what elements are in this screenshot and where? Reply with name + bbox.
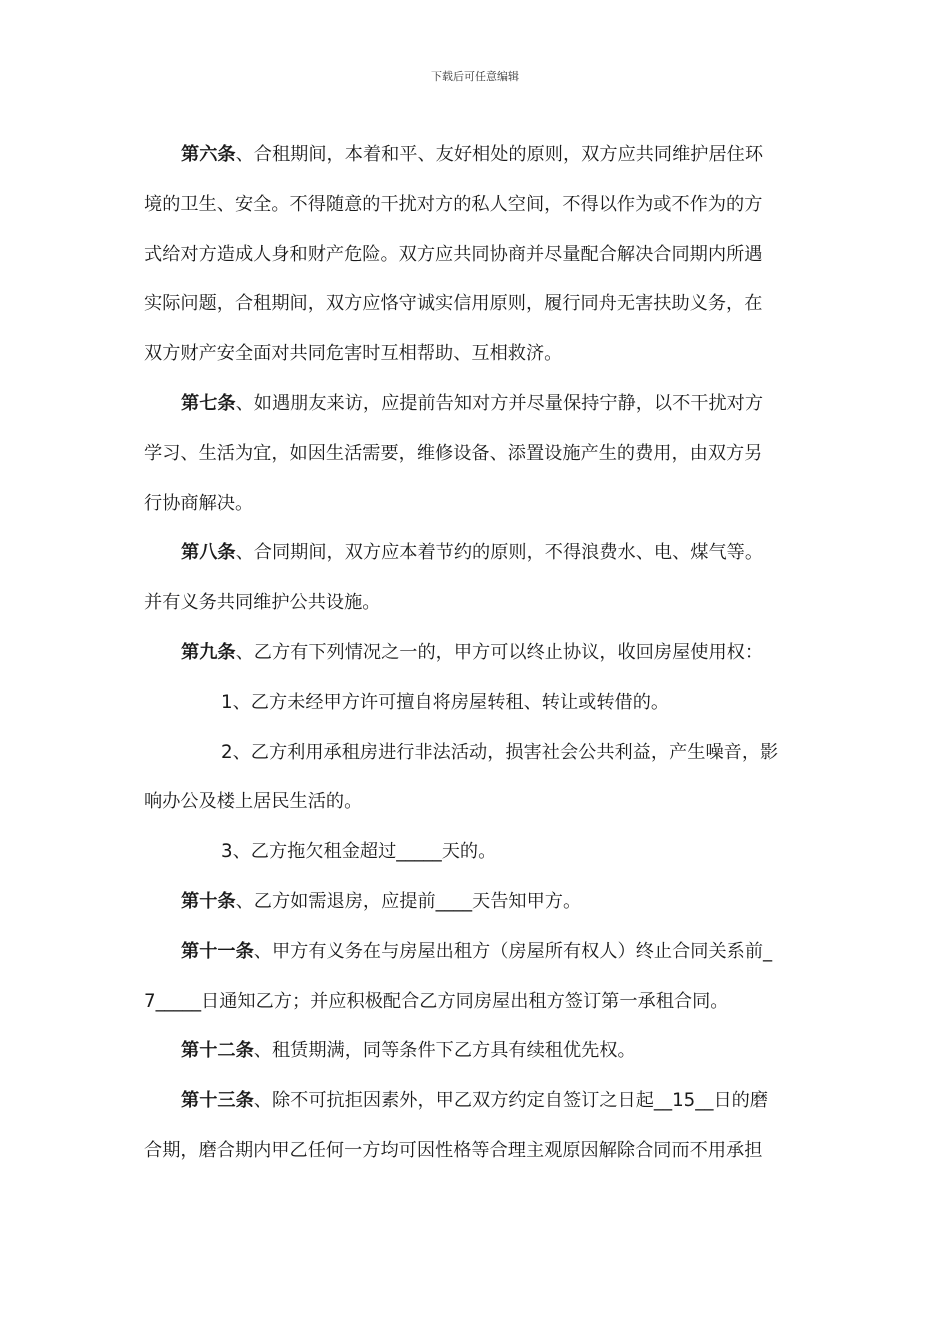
article-11-line-1: 、甲方有义务在与房屋出租方（房屋所有权人）终止合同关系前	[253, 940, 764, 962]
article-9-title: 第九条	[181, 641, 236, 663]
article-13-title: 第十三条	[181, 1090, 254, 1112]
article-9-item-3	[144, 827, 809, 877]
article-7-line-1: 、如遇朋友来访，应提前告知对方并尽量保持宁静，以不干扰对方	[235, 392, 764, 414]
article-11-line-2: 日通知乙方；并应积极配合乙方同房屋出租方签订第一承租合同。	[201, 990, 729, 1012]
article-9	[144, 628, 809, 678]
article-9-item-1	[144, 678, 809, 728]
article-9-item-2-line-2: 响办公及楼上居民生活的。	[144, 791, 363, 813]
article-9-item-3-text: 3、乙方拖欠租金超过	[221, 841, 397, 863]
article-9-text: 、乙方有下列情况之一的，甲方可以终止协议，收回房屋使用权：	[235, 641, 764, 663]
article-6-line-5: 双方财产安全面对共同危害时互相帮助、互相救济。	[144, 343, 563, 365]
article-6	[144, 130, 809, 379]
article-10-suffix: 天告知甲方。	[472, 890, 582, 912]
article-12-title: 第十二条	[181, 1040, 254, 1062]
article-9-item-3-blank: _____	[396, 841, 442, 863]
page-header: 下载后可任意编辑	[431, 70, 519, 83]
article-6-line-1: 、合租期间，本着和平、友好相处的原则，双方应共同维护居住环	[235, 144, 764, 165]
article-10-text: 、乙方如需退房，应提前	[235, 890, 436, 912]
article-9-item-2	[144, 728, 809, 828]
document-body	[144, 130, 809, 1176]
article-7	[144, 379, 809, 528]
article-6-line-4: 实际问题，合租期间，双方应恪守诚实信用原则，履行同舟无害扶助义务，在	[144, 293, 763, 315]
article-10-blank: ____	[435, 890, 473, 912]
article-8-line-2: 并有义务共同维护公共设施。	[144, 592, 381, 614]
article-11	[144, 927, 809, 1027]
article-12	[144, 1026, 809, 1076]
article-11-title: 第十一条	[181, 940, 254, 962]
article-9-item-2-line-1: 2、乙方利用承租房进行非法活动，损害社会公共利益，产生噪音，影	[221, 741, 779, 763]
article-12-text: 、租赁期满，同等条件下乙方具有续租优先权。	[253, 1040, 636, 1062]
article-7-title: 第七条	[181, 392, 236, 414]
article-7-line-2: 学习、生活为宜，如因生活需要，维修设备、添置设施产生的费用，由双方另	[144, 442, 763, 464]
article-7-line-3: 行协商解决。	[144, 492, 254, 514]
article-13-line-2: 合期，磨合期内甲乙任何一方均可因性格等合理主观原因解除合同而不用承担	[144, 1139, 763, 1161]
article-11-days-blank: 7_____	[144, 990, 202, 1012]
article-8-line-1: 、合同期间，双方应本着节约的原则，不得浪费水、电、煤气等。	[235, 542, 764, 564]
article-13	[144, 1076, 809, 1176]
article-9-item-3-suffix: 天的。	[441, 841, 497, 863]
article-11-blank-1: _	[763, 940, 773, 962]
article-6-title: 第六条	[181, 144, 236, 165]
article-6-line-2: 境的卫生、安全。不得随意的干扰对方的私人空间，不得以作为或不作为的方	[144, 193, 763, 215]
article-8	[144, 528, 809, 628]
article-9-item-1-text: 1、乙方未经甲方许可擅自将房屋转租、转让或转借的。	[221, 691, 670, 713]
article-10	[144, 877, 809, 927]
article-6-line-3: 式给对方造成人身和财产危险。双方应共同协商并尽量配合解决合同期内所遇	[144, 243, 763, 265]
article-13-line-1: 、除不可抗拒因素外，甲乙双方约定自签订之日起	[253, 1090, 654, 1112]
article-13-days-blank: __15__	[653, 1090, 714, 1112]
article-8-title: 第八条	[181, 542, 236, 564]
article-10-title: 第十条	[181, 890, 236, 912]
article-13-line-1-suffix: 日的磨	[713, 1090, 769, 1112]
